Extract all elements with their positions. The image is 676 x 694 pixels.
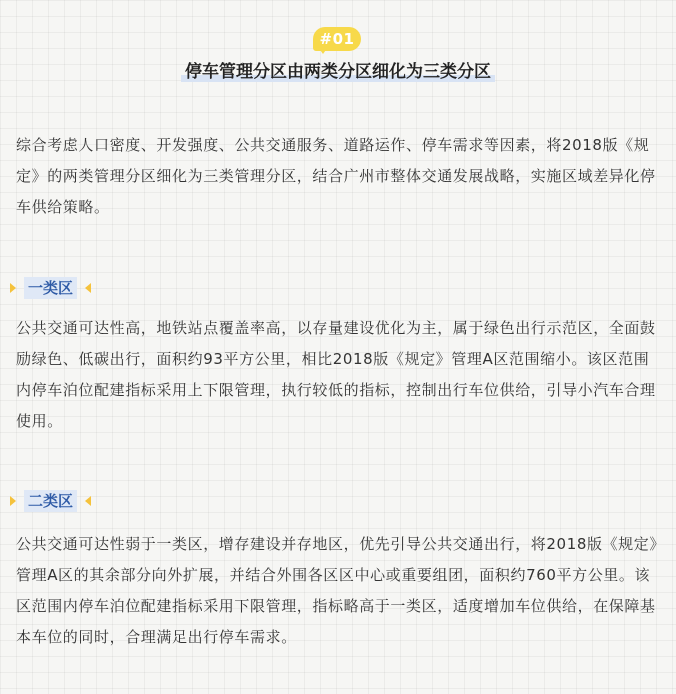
section-header-class-1 [10, 277, 91, 299]
section-number-badge: #01 [313, 27, 361, 51]
page-title-container [0, 60, 676, 84]
badge-tail-decoration [318, 47, 328, 54]
page-title: 停车管理分区由两类分区细化为三类分区 [181, 60, 495, 84]
section-label-class-2: 二类区 [24, 490, 77, 512]
section-paragraph-class-2: 公共交通可达性弱于一类区，增存建设并存地区，优先引导公共交通出行，将2018版《规定》管理A区的其余部分向外扩展，并结合外围各区区中心或重要组团，面积约760平方公里。该区范围内停车泊位配建指标采用下限管理，指标略高于一类区，适度增加车位供给，在保障基本车位的同时，合理满足出行停车需求。 [16, 535, 658, 646]
section-label-class-1: 一类区 [24, 277, 77, 299]
triangle-right-icon [10, 496, 16, 506]
section-paragraph-class-1: 公共交通可达性高，地铁站点覆盖率高，以存量建设优化为主，属于绿色出行示范区，全面鼓励绿色、低碳出行，面积约93平方公里，相比2018版《规定》管理A区范围缩小。该区范围内停车泊位配建指标采用上下限管理，执行较低的指标，控制出行车位供给，引导小汽车合理使用。 [16, 319, 656, 430]
triangle-right-icon [10, 283, 16, 293]
section-header-class-2 [10, 490, 91, 512]
intro-paragraph: 综合考虑人口密度、开发强度、公共交通服务、道路运作、停车需求等因素，将2018版《规定》的两类管理分区细化为三类管理分区，结合广州市整体交通发展战略，实施区域差异化停车供给策略。 [16, 136, 656, 216]
triangle-left-icon [85, 496, 91, 506]
triangle-left-icon [85, 283, 91, 293]
